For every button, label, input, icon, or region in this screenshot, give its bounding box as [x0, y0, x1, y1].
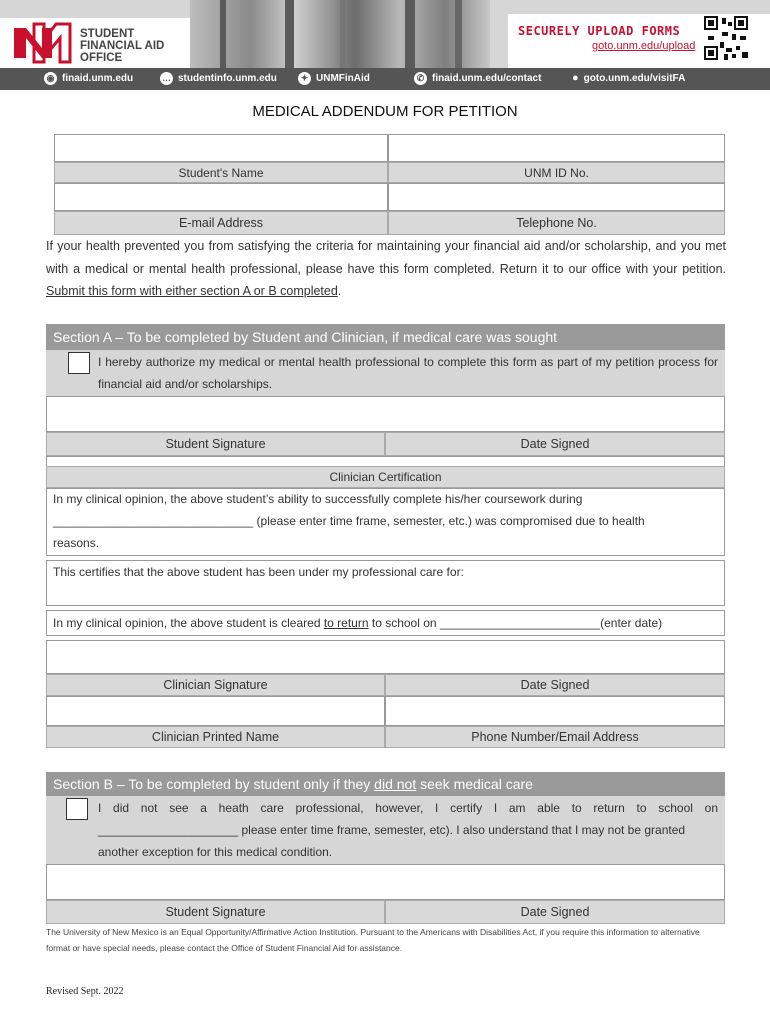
section-a-header: Section A – To be completed by Student and Clinician, if medical care was sought [46, 324, 725, 350]
clinician-printed-name-label: Clinician Printed Name [46, 726, 385, 748]
professional-care-text: This certifies that the above student has been under my professional care for: [53, 565, 464, 579]
section-b-statement-line2: _____________________ please enter time frame, semester, etc). I also understand that I may not be granted [98, 823, 686, 837]
section-a-authorize-text: I hereby authorize my medical or mental health professional to complete this form as part of my petition process for financial aid and/or scholarships. [98, 355, 718, 391]
qr-code-icon[interactable] [704, 16, 748, 60]
upload-title: SECURELY UPLOAD FORMS [518, 24, 681, 38]
phone-email-label: Phone Number/Email Address [385, 726, 725, 748]
clinical-opinion-line3: reasons. [53, 536, 100, 550]
date-signed-label-clinician: Date Signed [385, 674, 725, 696]
student-signature-label-a: Student Signature [46, 432, 385, 456]
clinician-signature-label: Clinician Signature [46, 674, 385, 696]
contact-twitter[interactable]: ✦ UNMFinAid [298, 72, 370, 85]
clinical-opinion-line2: ______________________________ (please enter time frame, semester, etc.) was compromised due to health [53, 514, 645, 528]
student-signature-field-a[interactable] [46, 396, 725, 432]
phone-icon: ✆ [414, 72, 427, 85]
chat-icon: … [162, 73, 171, 83]
location-icon: ● [572, 72, 579, 84]
upload-link[interactable]: goto.unm.edu/upload [592, 40, 696, 52]
revised-date: Revised Sept. 2022 [46, 986, 124, 997]
date-signed-label-b: Date Signed [385, 900, 725, 924]
contact-studentinfo[interactable]: … studentinfo.unm.edu [162, 73, 277, 84]
student-signature-field-b[interactable] [46, 864, 725, 900]
eeo-footer-note: The University of New Mexico is an Equal Opportunity/Affirmative Action Institution. Pursuant to the Americans with Disabilities Act, if you require this information to alternative format or have special needs, please contact the Office of Student Financial Aid for assistance. [46, 927, 700, 953]
student-signature-label-b: Student Signature [46, 900, 385, 924]
twitter-icon: ✦ [298, 72, 311, 85]
section-b-checkbox[interactable] [66, 798, 88, 820]
telephone-label: Telephone No. [388, 211, 725, 235]
section-b-statement-line1: I did not see a heath care professional, however, I certify I am able to return to school on [98, 801, 718, 815]
section-a-checkbox[interactable] [68, 352, 90, 374]
page-title: MEDICAL ADDENDUM FOR PETITION [252, 103, 518, 120]
clinician-printed-name-field[interactable] [46, 696, 385, 726]
phone-email-field[interactable] [385, 696, 725, 726]
email-label: E-mail Address [54, 211, 388, 235]
contact-bar [0, 68, 770, 90]
clinician-signature-field[interactable] [46, 640, 725, 674]
telephone-field[interactable] [388, 183, 725, 211]
page-header [0, 0, 770, 68]
email-field[interactable] [54, 183, 388, 211]
header-photo [190, 0, 490, 68]
clinician-certification-label: Clinician Certification [46, 466, 725, 488]
contact-location[interactable]: ● goto.unm.edu/visitFA [572, 72, 686, 84]
intro-paragraph: If your health prevented you from satisfying the criteria for maintaining your financial aid and/or scholarship, and you met with a medical or mental health professional, please have this form completed. Return it to our office with your petition. Submit this form with either section A or B completed. [46, 239, 726, 298]
section-b-statement-line3: another exception for this medical condition. [98, 845, 333, 859]
unm-id-field[interactable] [388, 134, 725, 162]
cleared-return-text: In my clinical opinion, the above student is cleared to return to school on ________________________(enter date) [53, 616, 663, 630]
unm-logo-icon [12, 22, 72, 64]
unm-id-label: UNM ID No. [388, 162, 725, 183]
contact-phone[interactable]: ✆ finaid.unm.edu/contact [414, 72, 541, 85]
student-name-label: Student's Name [54, 162, 388, 183]
date-signed-label-a: Date Signed [385, 432, 725, 456]
globe-icon: ◉ [44, 72, 57, 85]
contact-website[interactable]: ◉ finaid.unm.edu [44, 72, 133, 85]
section-b-header: Section B – To be completed by student only if they did not seek medical care [46, 772, 725, 796]
clinical-opinion-line1: In my clinical opinion, the above student’s ability to successfully complete his/her coursework during [53, 492, 583, 506]
student-name-field[interactable] [54, 134, 388, 162]
office-name: STUDENT FINANCIAL AID OFFICE [80, 28, 165, 64]
